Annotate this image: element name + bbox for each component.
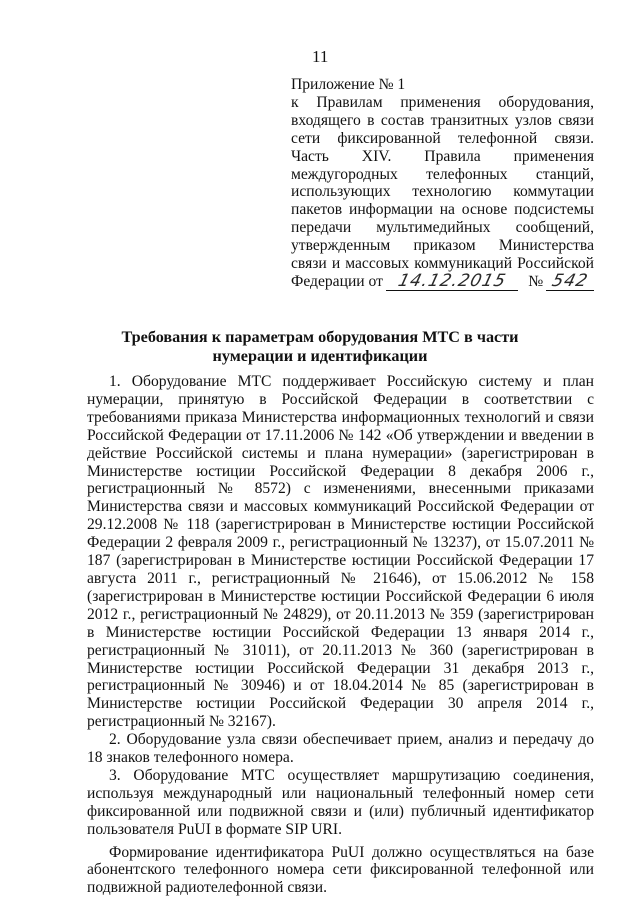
date-field [386,270,518,291]
appendix-block [291,76,594,291]
appendix-text: к Правилам применения оборудования, входящего в состав транзитных узлов связи сети фиксированной телефонной связи. Часть XIV. Правила применения междугородных телефонных станций, использующих технологию коммутации пакетов информации на основе подсистемы передачи мультимедийных сообщений, утвержденным приказом Министерства связи и массовых коммуникаций Российской [291,93,594,273]
number-sign: № [528,272,544,290]
page-number: 11 [312,47,329,66]
section-heading [100,328,540,366]
heading-line-1: Требования к параметрам оборудования МТС в части [121,328,519,346]
heading-line-2: нумерации и идентификации [212,347,428,365]
appendix-title: Приложение № 1 [291,76,406,93]
paragraph-1: 1. Оборудование МТС поддерживает Российскую систему и план нумерации, принятую в Российской Федерации в соответствии с требованиями приказа Министерства информационных технологий и связи Российской Федерации от 17.11.2006 № 142 «Об утверждении и введении в действие Российской системы и плана нумерации» (зарегистрирован в Министерстве юстиции Российской Федерации 8 декабря 2006 г., регистрационный № 8572) с изменениями, внесенными приказами Министерства связи и массовых коммуникаций Российской Федерации от 29.12.2008 № 118 (зарегистрирован в Министерстве юстиции Российской Федерации 2 февраля 2009 г., регистрационный № 13237), от 15.07.2011 № 187 (зарегистрирован в Министерстве юстиции Российской Федерации 17 августа 2011 г., регистрационный № 21646), от 15.06.2012 № 158 (зарегистрирован в Министерстве юстиции Российской Федерации 6 июля 2012 г., регистрационный № 24829), от 20.11.2013 № 359 (зарегистрирован в Министерстве юстиции Российской Федерации 13 января 2014 г., регистрационный № 31011), от 20.11.2013 № 360 (зарегистрирован в Министерстве юстиции Российской Федерации 31 декабря 2013 г., регистрационный № 30946) и от 18.04.2014 № 85 (зарегистрирован в Министерстве юстиции Российской Федерации 30 апреля 2014 г., регистрационный № 32167). [87,373,594,731]
handwritten-date: 14.12.2015 [396,270,509,291]
number-field [546,270,594,291]
date-prefix: Федерации от [291,272,383,290]
handwritten-number: 542 [549,270,591,291]
paragraph-3: 3. Оборудование МТС осуществляет маршрутизацию соединения, используя международный или национальный телефонный номер сети фиксированной или подвижной связи и (или) публичный идентификатор пользователя PuUI в формате SIP URI. [87,766,594,838]
appendix-date-line [291,270,594,291]
paragraph-2: 2. Оборудование узла связи обеспечивает прием, анализ и передачу до 18 знаков телефонного номера. [87,731,594,767]
paragraph-4: Формирование идентификатора PuUI должно осуществляться на базе абонентского телефонного номера сети фиксированной телефонной или подвижной радиотелефонной связи. [87,843,594,897]
document-body [87,373,594,897]
